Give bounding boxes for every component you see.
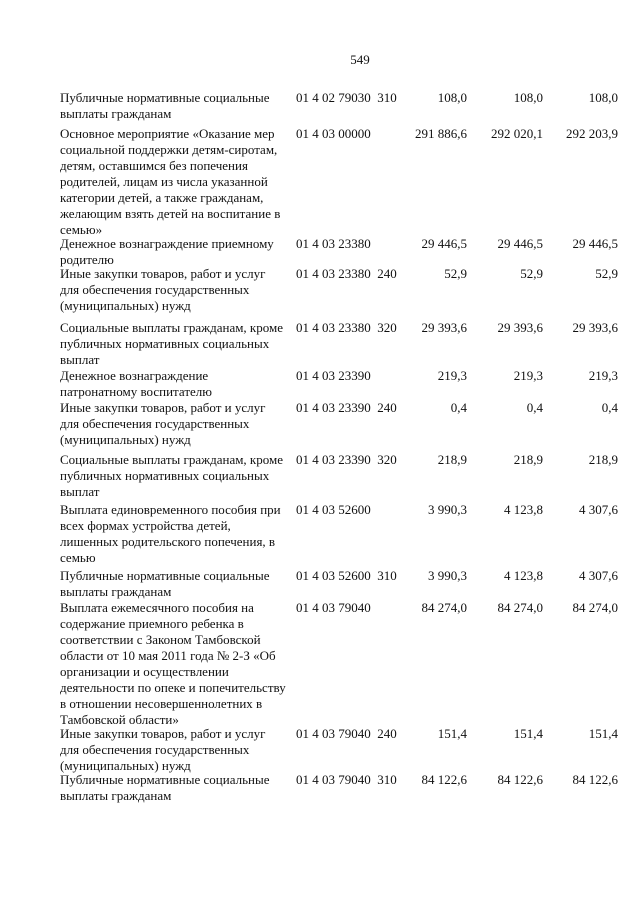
row-value-1: 0,4 [450,400,467,415]
row-code: 01 4 03 52600 [296,502,371,517]
row-value-2: 151,4 [513,726,543,741]
row-value-3: 151,4 [588,726,618,741]
row-code: 01 4 03 79040 240 [296,726,397,741]
row-name: Денежное вознаграждение приемному родителю [60,236,274,267]
row-name: Социальные выплаты гражданам, кроме публичных нормативных социальных выплат [60,452,283,499]
row-value-2: 29 393,6 [497,320,543,335]
row-value-1: 219,3 [437,368,467,383]
row-value-3: 4 307,6 [579,502,618,517]
row-value-1: 84 274,0 [421,600,467,615]
row-value-2: 108,0 [513,90,543,105]
row-value-1: 84 122,6 [421,772,467,787]
row-value-2: 4 123,8 [504,568,543,583]
row-value-2: 29 446,5 [497,236,543,251]
row-code: 01 4 03 79040 [296,600,371,615]
row-value-2: 52,9 [520,266,543,281]
row-code: 01 4 02 79030 310 [296,90,397,105]
row-value-3: 29 393,6 [572,320,618,335]
row-value-1: 151,4 [437,726,467,741]
row-value-3: 218,9 [588,452,618,467]
row-code: 01 4 03 23390 240 [296,400,397,415]
row-name: Иные закупки товаров, работ и услуг для обеспечения государственных (муниципальных) нужд [60,266,266,313]
row-name: Иные закупки товаров, работ и услуг для обеспечения государственных (муниципальных) нужд [60,400,266,447]
row-value-2: 218,9 [513,452,543,467]
row-code: 01 4 03 23390 320 [296,452,397,467]
row-value-1: 108,0 [437,90,467,105]
row-value-2: 292 020,1 [491,126,543,141]
row-value-1: 291 886,6 [415,126,467,141]
row-name: Социальные выплаты гражданам, кроме публичных нормативных социальных выплат [60,320,283,367]
row-value-3: 84 274,0 [572,600,618,615]
row-name: Публичные нормативные социальные выплаты гражданам [60,90,270,121]
row-value-3: 108,0 [588,90,618,105]
row-name: Выплата единовременного пособия при всех формах устройства детей, лишенных родительского попечения, в семью [60,502,281,565]
row-code: 01 4 03 23380 240 [296,266,397,281]
row-code: 01 4 03 52600 310 [296,568,397,583]
page-number: 549 [350,52,370,67]
row-value-1: 218,9 [437,452,467,467]
row-value-3: 0,4 [601,400,618,415]
row-name: Иные закупки товаров, работ и услуг для обеспечения государственных (муниципальных) нужд [60,726,266,773]
row-value-1: 29 446,5 [421,236,467,251]
row-code: 01 4 03 23380 [296,236,371,251]
row-value-3: 4 307,6 [579,568,618,583]
row-value-2: 219,3 [513,368,543,383]
row-name: Основное мероприятие «Оказание мер социальной поддержки детям-сиротам, детям, оставшимся без попечения родителей, лицам из числа указанной категории детей, а также гражданам, желающим взять детей на воспитание в семью» [60,126,281,237]
row-name: Выплата ежемесячного пособия на содержание приемного ребенка в соответствии с Законом Тамбовской области от 10 мая 2011 года № 2-З «Об организации и осуществлении деятельности по опеке и попечительству в отношении несовершеннолетних в Тамбовской области» [60,600,286,727]
row-value-3: 84 122,6 [572,772,618,787]
row-value-2: 0,4 [526,400,543,415]
row-value-2: 84 274,0 [497,600,543,615]
row-code: 01 4 03 00000 [296,126,371,141]
row-value-3: 219,3 [588,368,618,383]
row-value-1: 52,9 [444,266,467,281]
row-name: Денежное вознаграждение патронатному воспитателю [60,368,212,399]
row-code: 01 4 03 23390 [296,368,371,383]
row-name: Публичные нормативные социальные выплаты гражданам [60,772,270,803]
row-value-1: 29 393,6 [421,320,467,335]
row-value-3: 52,9 [595,266,618,281]
row-value-3: 29 446,5 [572,236,618,251]
row-code: 01 4 03 79040 310 [296,772,397,787]
row-value-1: 3 990,3 [428,502,467,517]
row-value-1: 3 990,3 [428,568,467,583]
row-code: 01 4 03 23380 320 [296,320,397,335]
row-value-3: 292 203,9 [566,126,618,141]
row-name: Публичные нормативные социальные выплаты гражданам [60,568,270,599]
row-value-2: 84 122,6 [497,772,543,787]
row-value-2: 4 123,8 [504,502,543,517]
